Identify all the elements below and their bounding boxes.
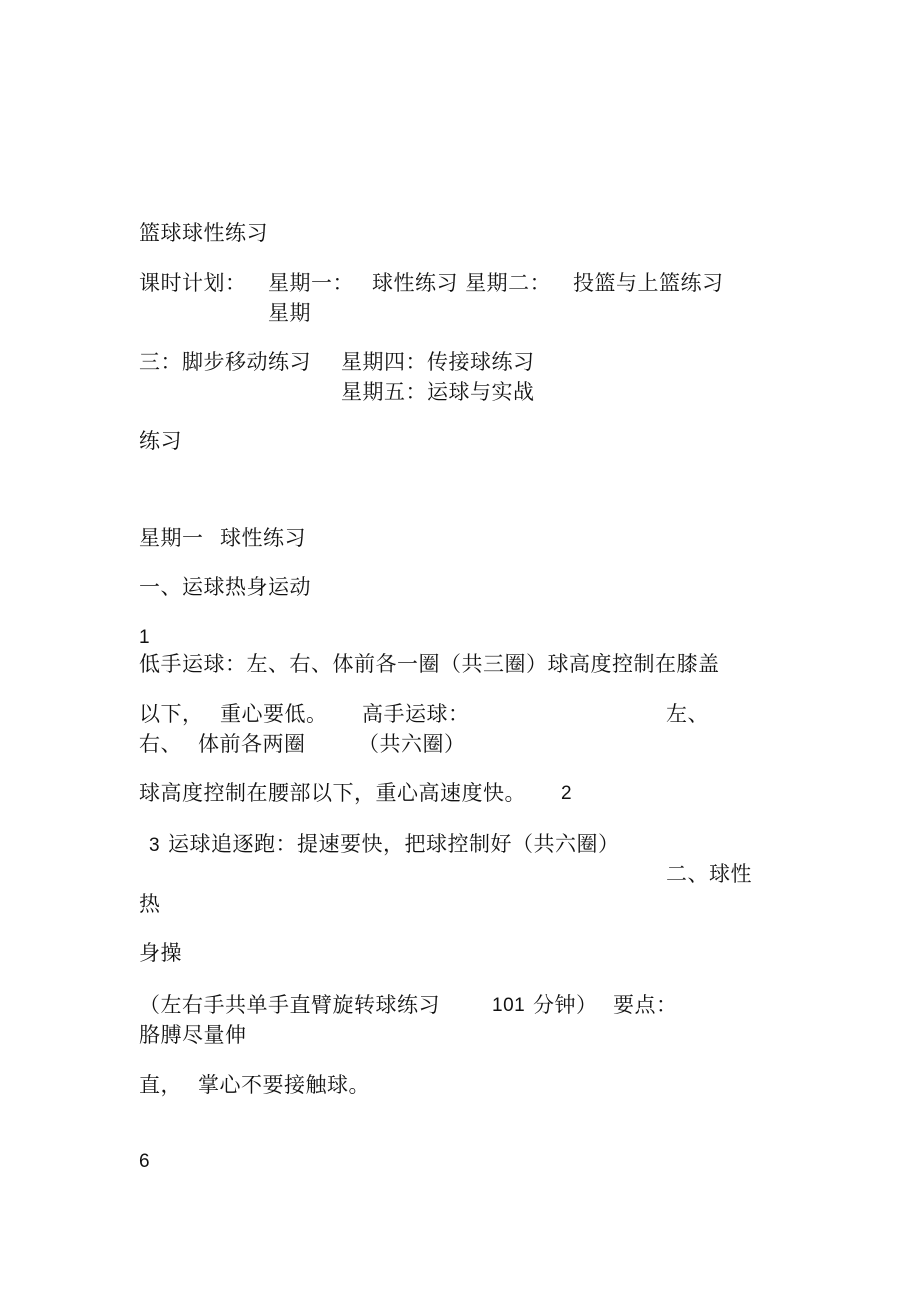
paragraph-6c: 分钟） (533, 993, 598, 1017)
monday-heading-topic: 球性练习 (220, 526, 306, 550)
page-number: 6 (139, 1151, 151, 1172)
paragraph-5: 运球追逐跑：提速要快，把球控制好（共六圈） (168, 832, 620, 856)
section-heading-2-end: 身操 (139, 941, 182, 965)
duration-value: 101 (492, 995, 526, 1016)
schedule-monday-item: 球性练习 星期二： (372, 271, 552, 295)
schedule-monday: 星期一： (268, 271, 354, 295)
paragraph-6a: （左右手共单手直臂旋转球练习 (139, 993, 440, 1017)
item-number-1: 1 (139, 627, 151, 648)
monday-heading-day: 星期一 (139, 526, 204, 550)
paragraph-3c: （共六圈） (358, 732, 466, 756)
schedule-friday: 星期五：运球与实战 (341, 380, 535, 404)
schedule-label: 课时计划： (139, 271, 247, 295)
paragraph-3a: 右、 (139, 732, 182, 756)
section-heading-1: 一、运球热身运动 (139, 575, 311, 599)
paragraph-4: 球高度控制在腰部以下，重心高速度快。 (139, 781, 526, 805)
schedule-wednesday: 三：脚步移动练习 (139, 350, 311, 374)
schedule-line2: 星期 (268, 301, 311, 325)
paragraph-2b: 重心要低。 (220, 702, 328, 726)
schedule-tuesday-item: 投篮与上篮练习 (573, 271, 724, 295)
document-title: 篮球球性练习 (139, 221, 268, 245)
paragraph-8b: 掌心不要接触球。 (198, 1073, 370, 1097)
paragraph-7: 胳膊尽量伸 (139, 1023, 247, 1047)
paragraph-2a: 以下， (139, 702, 204, 726)
paragraph-1: 低手运球：左、右、体前各一圈（共三圈）球高度控制在膝盖 (139, 652, 720, 676)
schedule-thursday: 星期四：传接球练习 (341, 350, 535, 374)
item-number-2: 2 (561, 783, 573, 804)
section-heading-2: 二、球性 (666, 862, 752, 886)
paragraph-2d: 左、 (666, 702, 709, 726)
paragraph-2c: 高手运球： (362, 702, 470, 726)
schedule-line5: 练习 (139, 429, 182, 453)
paragraph-6d: 要点： (613, 993, 678, 1017)
item-number-3: 3 (149, 835, 161, 856)
paragraph-3b: 体前各两圈 (198, 732, 306, 756)
paragraph-8a: 直， (139, 1073, 182, 1097)
section-heading-2-cont: 热 (139, 892, 161, 916)
